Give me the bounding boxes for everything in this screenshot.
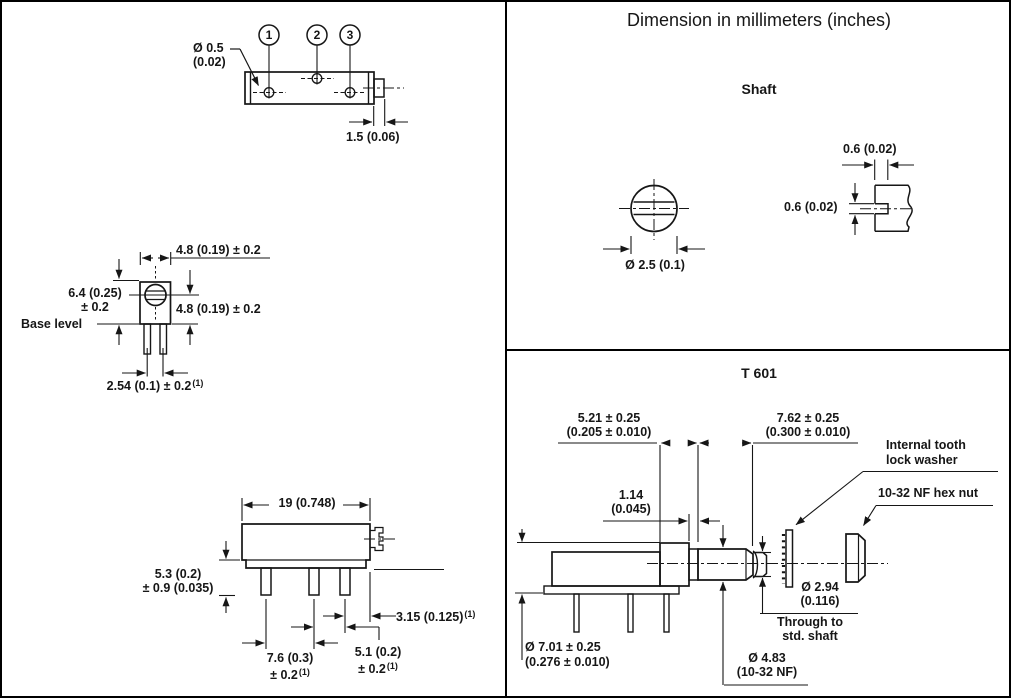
side-view-drawing: [219, 498, 444, 649]
hex-nut-label: 10-32 NF hex nut: [878, 486, 979, 500]
standoff-dim: 5.3 (0.2) ± 0.9 (0.035): [142, 567, 214, 595]
balloon-3-label: 3: [346, 28, 354, 42]
trimmer-body-top: [245, 72, 374, 104]
thread-length-dim: 7.62 ± 0.25 (0.300 ± 0.010): [765, 411, 851, 439]
bushing-length-dim: 5.21 ± 0.25 (0.205 ± 0.010): [566, 411, 652, 439]
pin-side-1: [261, 568, 271, 595]
hole-dia-dim: Ø 0.5 (0.02): [193, 41, 226, 69]
pin-side-2: [309, 568, 319, 595]
pin-side-3: [340, 568, 350, 595]
pin-pitch-dim: 2.54 (0.1) ± 0.2$^{(1)}$: [106, 378, 204, 393]
shaft-dia-dim: Ø 2.5 (0.1): [625, 258, 685, 272]
pitch-1-2-dim: 7.6 (0.3) ± 0.2$^{(1)}$: [266, 651, 314, 682]
lock-washer-label: Internal tooth lock washer: [886, 438, 966, 467]
t601-pin-2: [628, 594, 633, 632]
slot-depth-dim: 0.6 (0.02): [843, 142, 897, 156]
t601-pin-1: [574, 594, 579, 632]
base-level-label: Base level: [21, 317, 83, 331]
balloon-1-label: 1: [265, 28, 273, 42]
t601-base-rail: [544, 586, 679, 594]
through-shaft-label: Through to std. shaft: [777, 615, 843, 643]
pin3-to-edge-dim: 3.15 (0.125)$^{(1)}$: [396, 609, 476, 624]
t601-pin-3: [664, 594, 669, 632]
t601-heading: T 601: [741, 365, 777, 381]
stub-length-dim: 1.5 (0.06): [346, 130, 400, 144]
t601-body: [552, 552, 660, 586]
boss-length-dim: 1.14 (0.045): [611, 488, 651, 516]
shaft-tip: [753, 553, 767, 577]
shaft-heading: Shaft: [741, 81, 777, 97]
page-title: Dimension in millimeters (inches): [626, 10, 892, 30]
bushing-dia-dim: Ø 7.01 ± 0.25 (0.276 ± 0.010): [525, 640, 610, 669]
thread-dia-dim: Ø 4.83 (10-32 NF): [736, 651, 798, 679]
hex-nut: [846, 534, 865, 582]
body-width-dim: 4.8 (0.19) ± 0.2: [176, 243, 261, 257]
center-to-base-dim: 4.8 (0.19) ± 0.2: [176, 302, 261, 316]
threaded-bushing: [698, 549, 753, 580]
bushing-boss: [689, 549, 698, 580]
slot-width-dim: 0.6 (0.02): [784, 200, 838, 214]
mounting-flange: [660, 543, 689, 586]
tip-dia-dim: Ø 2.94 (0.116): [800, 580, 840, 608]
trimmer-body-side: [242, 524, 370, 568]
body-length-dim: 19 (0.748): [278, 496, 336, 510]
shaft-view-drawing: [603, 160, 914, 255]
body-height-dim: 6.4 (0.25) ± 0.2: [68, 286, 122, 314]
lock-washer: [786, 530, 793, 587]
pitch-2-3-dim: 5.1 (0.2) ± 0.2$^{(1)}$: [354, 645, 402, 676]
balloon-2-label: 2: [313, 28, 321, 42]
